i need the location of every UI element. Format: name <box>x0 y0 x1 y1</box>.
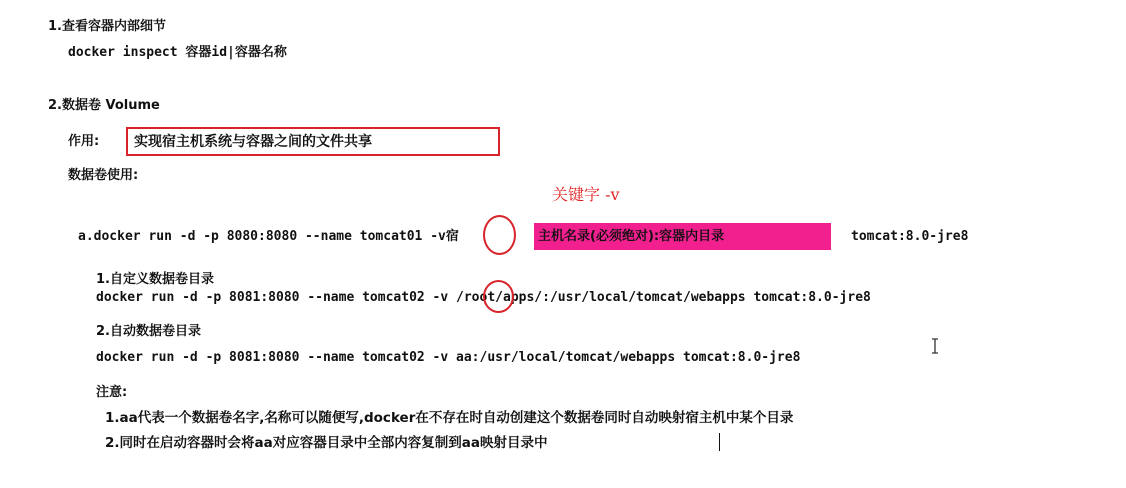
note-item: 1.aa代表一个数据卷名字,名称可以随便写,docker在不存在时自动创建这个数据卷同时自动映射宿主机中某个目录 <box>105 410 794 426</box>
notes-label: 注意: <box>96 385 128 400</box>
text-cursor-icon <box>930 338 940 354</box>
example-a-highlight: 主机名录(必须绝对):容器内目录 <box>538 229 725 244</box>
example-a-host-char: 宿 <box>445 229 459 244</box>
custom-suffix: /root/apps/:/usr/local/tomcat/webapps tomcat:8.0-jre8 <box>448 290 871 305</box>
auto-command: docker run -d -p 8081:8080 --name tomcat02 -v aa:/usr/local/tomcat/webapps tomcat:8.0-jre8 <box>96 350 801 365</box>
auto-heading: 2.自动数据卷目录 <box>96 324 201 339</box>
note-item: 2.同时在启动容器时会将aa对应容器目录中全部内容复制到aa映射目录中 <box>105 435 548 451</box>
keyword-note: 关键字 -v <box>552 185 620 204</box>
purpose-text: 实现宿主机系统与容器之间的文件共享 <box>134 134 372 150</box>
example-a-suffix: tomcat:8.0-jre8 <box>851 229 969 244</box>
custom-flag: -v <box>432 290 449 305</box>
usage-label: 数据卷使用: <box>68 168 139 183</box>
example-a-command <box>78 228 459 246</box>
section1-heading: 1.查看容器内部细节 <box>48 19 166 34</box>
custom-heading: 1.自定义数据卷目录 <box>96 272 214 287</box>
purpose-label: 作用: <box>68 134 100 149</box>
example-a-flag: -v <box>430 229 446 244</box>
section1-command: docker inspect 容器id|容器名称 <box>68 45 287 60</box>
custom-prefix: docker run -d -p 8081:8080 --name tomcat02 <box>96 290 433 305</box>
flag-circle-a <box>483 215 516 255</box>
flag-circle-custom <box>483 280 514 313</box>
text-caret <box>719 433 720 451</box>
section2-heading: 2.数据卷 Volume <box>48 98 160 113</box>
example-a-prefix: a.docker run -d -p 8080:8080 --name tomcat01 <box>78 229 431 244</box>
